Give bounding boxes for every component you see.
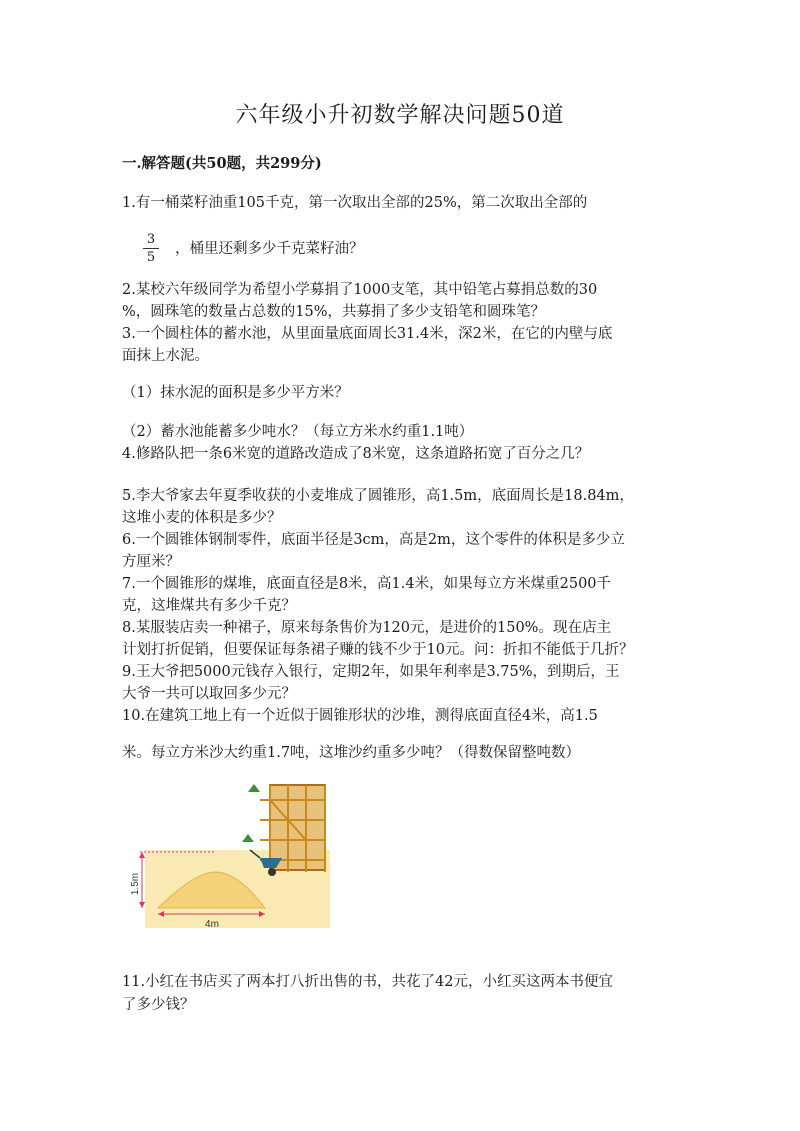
fraction-bar	[143, 248, 159, 249]
question-7-line-2: 克，这堆煤共有多少千克？	[122, 598, 296, 614]
plant-icon	[242, 784, 260, 842]
question-7-line-1: 7.一个圆锥形的煤堆，底面直径是8米，高1.4米，如果每立方米煤重2500千	[122, 576, 612, 592]
question-9-line-1: 9.王大爷把5000元钱存入银行，定期2年，如果年利率是3.75%，到期后，王	[122, 664, 620, 680]
question-4-line-1: 4.修路队把一条6米宽的道路改造成了8米宽，这条道路拓宽了百分之几？	[122, 446, 590, 462]
question-6-line-1: 6.一个圆锥体钢制零件，底面半径是3cm，高是2m，这个零件的体积是多少立	[122, 532, 625, 548]
question-9-line-2: 大爷一共可以取回多少元？	[122, 686, 296, 702]
page-title: 六年级小升初数学解决问题50道	[235, 103, 565, 128]
question-1-line-1: 1.有一桶菜籽油重105千克，第一次取出全部的25%，第二次取出全部的	[122, 195, 588, 211]
question-3-sub-2: （2）蓄水池能蓄多少吨水？（每立方米水约重1.1吨）	[122, 424, 474, 440]
sand-pile-figure	[120, 780, 330, 930]
question-11-line-2: 了多少钱？	[122, 997, 195, 1013]
question-8-line-2: 计划打折促销，但要保证每条裙子赚的钱不少于10元。问：折扣不能低于几折？	[122, 642, 634, 658]
fraction-denominator: 5	[146, 250, 156, 265]
fraction-numerator: 3	[146, 232, 156, 247]
question-1-line-2: ，桶里还剩多少千克菜籽油？	[175, 241, 364, 257]
question-10-line-2: 米。每立方米沙大约重1.7吨，这堆沙约重多少吨？（得数保留整吨数）	[122, 745, 581, 761]
section-heading: 一.解答题(共50题，共299分)	[122, 155, 322, 172]
question-3-line-2: 面抹上水泥。	[122, 348, 209, 364]
height-label: 1.5m	[130, 872, 141, 896]
question-10-line-1: 10.在建筑工地上有一个近似于圆锥形状的沙堆，测得底面直径4米，高1.5	[122, 708, 598, 724]
question-6-line-2: 方厘米？	[122, 554, 180, 570]
width-label: 4m	[205, 919, 219, 930]
question-2-line-1: 2.某校六年级同学为希望小学募捐了1000支笔，其中铅笔占募捐总数的30	[122, 282, 598, 298]
question-3-line-1: 3.一个圆柱体的蓄水池，从里面量底面周长31.4米，深2米，在它的内壁与底	[122, 326, 613, 342]
question-2-line-2: %，圆珠笔的数量占总数的15%，共募捐了多少支铅笔和圆珠笔？	[122, 304, 546, 320]
question-8-line-1: 8.某服装店卖一种裙子，原来每条售价为120元，是进价的150%。现在店主	[122, 620, 611, 636]
question-5-line-1: 5.李大爷家去年夏季收获的小麦堆成了圆锥形，高1.5m，底面周长是18.84m，	[122, 488, 634, 504]
fraction-three-fifths	[143, 232, 159, 265]
question-5-line-2: 这堆小麦的体积是多少？	[122, 510, 282, 526]
question-11-line-1: 11.小红在书店买了两本打八折出售的书，共花了42元，小红买这两本书便宜	[122, 974, 614, 990]
question-3-sub-1: （1）抹水泥的面积是多少平方米？	[122, 385, 349, 401]
